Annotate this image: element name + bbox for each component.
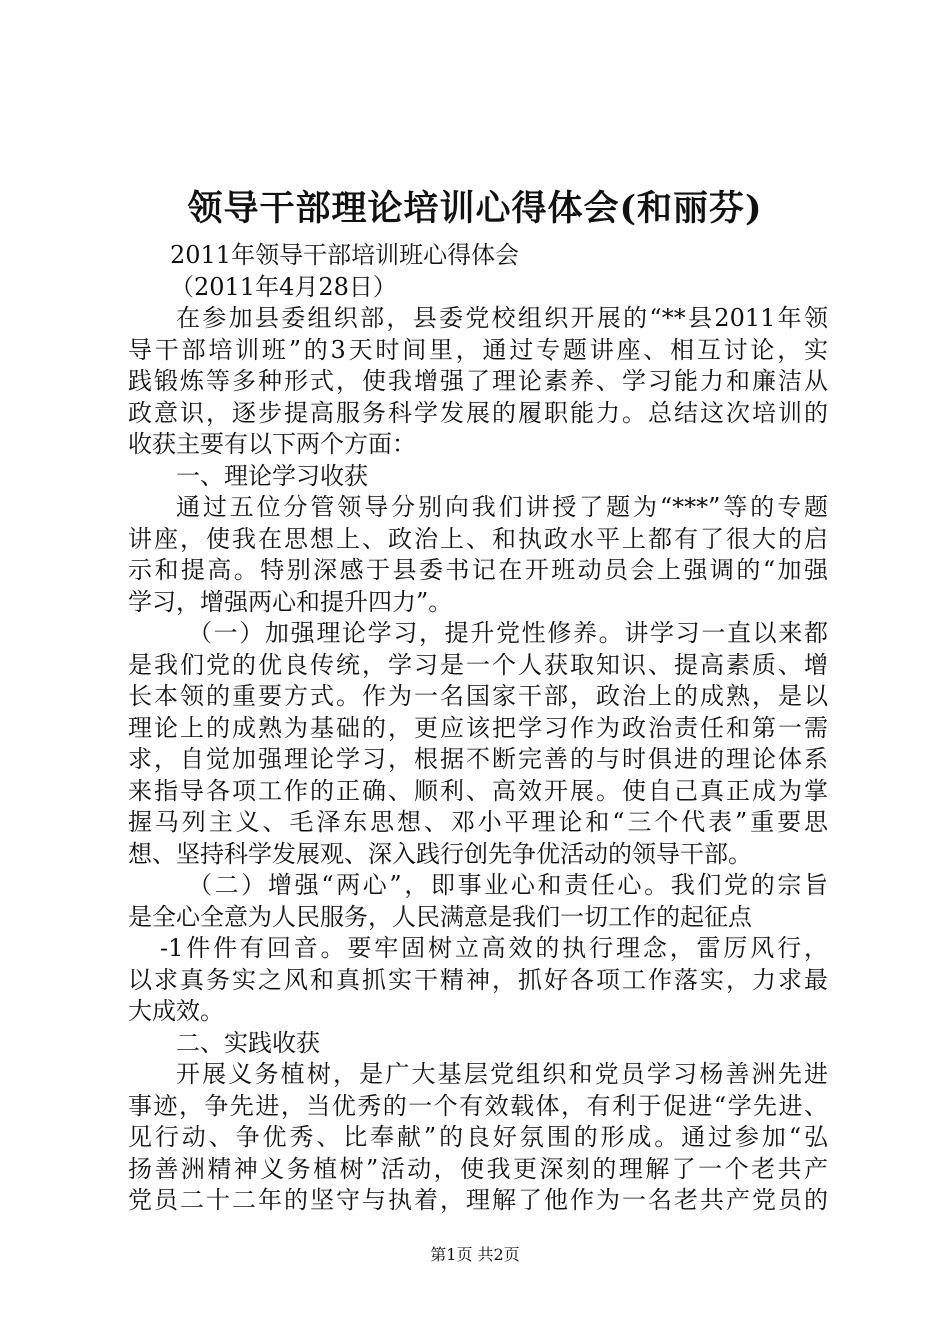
paragraph-line: （二）增强“两心”，即事业心和责任心。我们党的宗旨 bbox=[188, 871, 828, 899]
paragraph-line: 开展义务植树，是广大基层党组织和党员学习杨善洲先进 bbox=[176, 1060, 828, 1088]
document-body bbox=[128, 240, 828, 1217]
paragraph-line: 扬善洲精神义务植树”活动，使我更深刻的理解了一个老共产 bbox=[128, 1154, 828, 1183]
section-heading: 二、实践收获 bbox=[176, 1028, 320, 1057]
paragraph-line: 想、坚持科学发展观、深入践行创先争优活动的领导干部。 bbox=[128, 839, 752, 868]
paragraph-line: 示和提高。特别深感于县委书记在开班动员会上强调的“加强 bbox=[128, 556, 828, 584]
date-line: （2011年4月28日） bbox=[170, 272, 397, 301]
paragraph-line: （一）加强理论学习，提升党性修养。讲学习一直以来都 bbox=[188, 619, 828, 647]
paragraph-line: 学习，增强两心和提升四力”。 bbox=[128, 587, 453, 616]
paragraph-line: 握马列主义、毛泽东思想、邓小平理论和“三个代表”重要思 bbox=[128, 808, 828, 836]
paragraph-line: 导干部培训班”的3天时间里，通过专题讲座、相互讨论，实 bbox=[128, 335, 828, 364]
paragraph-line: 党员二十二年的坚守与执着，理解了他作为一名老共产党员的 bbox=[128, 1186, 828, 1214]
paragraph-line: 在参加县委组织部，县委党校组织开展的“**县2011年领 bbox=[176, 304, 828, 332]
paragraph-line: 是全心全意为人民服务，人民满意是我们一切工作的起征点 bbox=[128, 902, 752, 931]
paragraph-line: 通过五位分管领导分别向我们讲授了题为“***”等的专题 bbox=[176, 493, 828, 521]
section-heading: 一、理论学习收获 bbox=[176, 461, 368, 490]
paragraph-line: 求，自觉加强理论学习，根据不断完善的与时俱进的理论体系 bbox=[128, 745, 828, 773]
subtitle-line: 2011年领导干部培训班心得体会 bbox=[170, 241, 520, 269]
paragraph-line: 讲座，使我在思想上、政治上、和执政水平上都有了很大的启 bbox=[128, 524, 828, 553]
paragraph-line: 是我们党的优良传统，学习是一个人获取知识、提高素质、增 bbox=[128, 650, 828, 679]
page-footer: 第1页 共2页 bbox=[430, 1245, 520, 1264]
paragraph-line: 践锻炼等多种形式，使我增强了理论素养、学习能力和廉洁从 bbox=[128, 367, 828, 395]
paragraph-line: 大成效。 bbox=[128, 997, 224, 1025]
paragraph-line: 来指导各项工作的正确、顺利、高效开展。使自己真正成为掌 bbox=[128, 776, 828, 805]
paragraph-line: 政意识，逐步提高服务科学发展的履职能力。总结这次培训的 bbox=[128, 398, 828, 427]
document-title: 领导干部理论培训心得体会(和丽芬) bbox=[187, 188, 763, 229]
paragraph-line: 事迹，争先进，当优秀的一个有效载体，有利于促进“学先进、 bbox=[128, 1091, 828, 1120]
paragraph-line: 见行动、争优秀、比奉献”的良好氛围的形成。通过参加“弘 bbox=[128, 1123, 828, 1151]
paragraph-line: 以求真务实之风和真抓实干精神，抓好各项工作落实，力求最 bbox=[128, 965, 828, 994]
paragraph-line: 收获主要有以下两个方面： bbox=[128, 430, 416, 458]
paragraph-line: -1件件有回音。要牢固树立高效的执行理念，雷厉风行， bbox=[160, 934, 828, 962]
paragraph-line: 理论上的成熟为基础的，更应该把学习作为政治责任和第一需 bbox=[128, 713, 828, 742]
paragraph-line: 长本领的重要方式。作为一名国家干部，政治上的成熟，是以 bbox=[128, 682, 828, 710]
